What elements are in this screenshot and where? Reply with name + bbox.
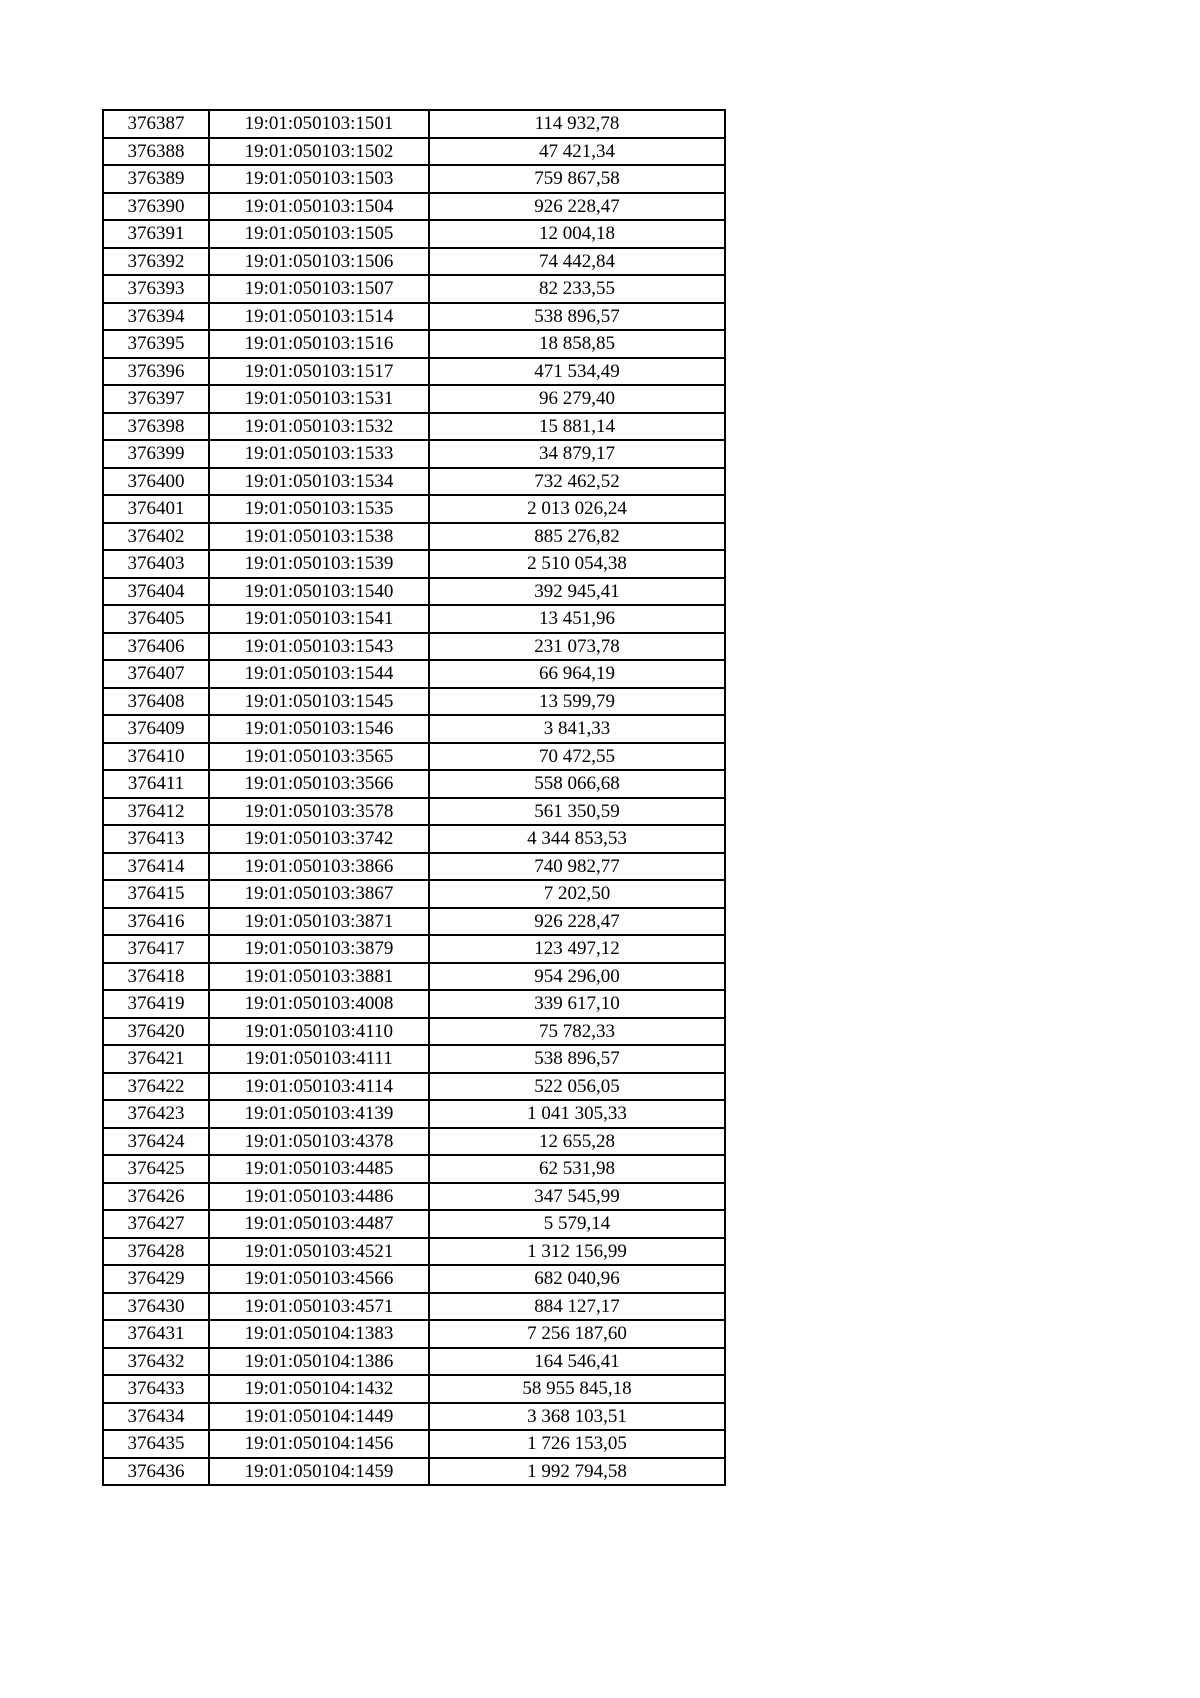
row-number-cell: 376387	[103, 110, 209, 138]
cadastral-value-cell: 70 472,55	[429, 743, 725, 771]
row-number-cell: 376429	[103, 1265, 209, 1293]
cadastral-number-cell: 19:01:050103:4485	[209, 1155, 429, 1183]
row-number-cell: 376398	[103, 413, 209, 441]
table-row	[103, 578, 725, 606]
cadastral-value-cell: 682 040,96	[429, 1265, 725, 1293]
table-row	[103, 935, 725, 963]
row-number-cell: 376420	[103, 1018, 209, 1046]
cadastral-value-cell: 12 004,18	[429, 220, 725, 248]
row-number-cell: 376424	[103, 1128, 209, 1156]
cadastral-number-cell: 19:01:050103:4378	[209, 1128, 429, 1156]
cadastral-value-cell: 2 510 054,38	[429, 550, 725, 578]
table-row	[103, 798, 725, 826]
cadastral-value-cell: 884 127,17	[429, 1293, 725, 1321]
cadastral-number-cell: 19:01:050103:1546	[209, 715, 429, 743]
cadastral-number-cell: 19:01:050103:4486	[209, 1183, 429, 1211]
cadastral-value-cell: 759 867,58	[429, 165, 725, 193]
cadastral-value-cell: 47 421,34	[429, 138, 725, 166]
cadastral-value-cell: 96 279,40	[429, 385, 725, 413]
table-row	[103, 715, 725, 743]
cadastral-value-cell: 926 228,47	[429, 193, 725, 221]
cadastral-value-cell: 561 350,59	[429, 798, 725, 826]
cadastral-number-cell: 19:01:050103:1516	[209, 330, 429, 358]
cadastral-number-cell: 19:01:050103:1501	[209, 110, 429, 138]
cadastral-value-cell: 75 782,33	[429, 1018, 725, 1046]
table-row	[103, 908, 725, 936]
cadastral-number-cell: 19:01:050104:1383	[209, 1320, 429, 1348]
table-row	[103, 1430, 725, 1458]
table-row	[103, 110, 725, 138]
row-number-cell: 376405	[103, 605, 209, 633]
cadastral-number-cell: 19:01:050103:1543	[209, 633, 429, 661]
row-number-cell: 376408	[103, 688, 209, 716]
table-row	[103, 963, 725, 991]
row-number-cell: 376416	[103, 908, 209, 936]
table-row	[103, 743, 725, 771]
table-row	[103, 1210, 725, 1238]
row-number-cell: 376434	[103, 1403, 209, 1431]
table-row	[103, 1128, 725, 1156]
cadastral-value-cell: 13 599,79	[429, 688, 725, 716]
table-row	[103, 660, 725, 688]
row-number-cell: 376409	[103, 715, 209, 743]
cadastral-value-cell: 732 462,52	[429, 468, 725, 496]
row-number-cell: 376435	[103, 1430, 209, 1458]
cadastral-number-cell: 19:01:050103:4111	[209, 1045, 429, 1073]
cadastral-value-cell: 2 013 026,24	[429, 495, 725, 523]
table-row	[103, 853, 725, 881]
cadastral-value-cell: 1 726 153,05	[429, 1430, 725, 1458]
table-row	[103, 688, 725, 716]
cadastral-number-cell: 19:01:050103:1533	[209, 440, 429, 468]
table-row	[103, 413, 725, 441]
row-number-cell: 376412	[103, 798, 209, 826]
cadastral-number-cell: 19:01:050104:1456	[209, 1430, 429, 1458]
row-number-cell: 376391	[103, 220, 209, 248]
row-number-cell: 376407	[103, 660, 209, 688]
row-number-cell: 376390	[103, 193, 209, 221]
cadastral-value-cell: 34 879,17	[429, 440, 725, 468]
row-number-cell: 376432	[103, 1348, 209, 1376]
cadastral-value-cell: 12 655,28	[429, 1128, 725, 1156]
cadastral-number-cell: 19:01:050103:1507	[209, 275, 429, 303]
table-row	[103, 1073, 725, 1101]
cadastral-value-cell: 18 858,85	[429, 330, 725, 358]
cadastral-number-cell: 19:01:050103:1531	[209, 385, 429, 413]
table-row	[103, 770, 725, 798]
cadastral-value-cell: 347 545,99	[429, 1183, 725, 1211]
table-row	[103, 303, 725, 331]
table-row	[103, 220, 725, 248]
row-number-cell: 376410	[103, 743, 209, 771]
table-row	[103, 825, 725, 853]
cadastral-value-cell: 114 932,78	[429, 110, 725, 138]
cadastral-number-cell: 19:01:050103:1538	[209, 523, 429, 551]
row-number-cell: 376393	[103, 275, 209, 303]
table-body	[103, 110, 725, 1485]
cadastral-number-cell: 19:01:050103:1540	[209, 578, 429, 606]
table-row	[103, 1293, 725, 1321]
cadastral-value-cell: 82 233,55	[429, 275, 725, 303]
cadastral-value-table	[102, 109, 726, 1486]
table-row	[103, 1238, 725, 1266]
cadastral-number-cell: 19:01:050104:1386	[209, 1348, 429, 1376]
row-number-cell: 376418	[103, 963, 209, 991]
cadastral-number-cell: 19:01:050103:3742	[209, 825, 429, 853]
cadastral-number-cell: 19:01:050103:1539	[209, 550, 429, 578]
cadastral-number-cell: 19:01:050103:1504	[209, 193, 429, 221]
cadastral-number-cell: 19:01:050103:1544	[209, 660, 429, 688]
cadastral-number-cell: 19:01:050103:1503	[209, 165, 429, 193]
cadastral-number-cell: 19:01:050103:3578	[209, 798, 429, 826]
cadastral-number-cell: 19:01:050103:4521	[209, 1238, 429, 1266]
cadastral-number-cell: 19:01:050103:3866	[209, 853, 429, 881]
table-row	[103, 1045, 725, 1073]
table-row	[103, 1100, 725, 1128]
row-number-cell: 376404	[103, 578, 209, 606]
cadastral-value-cell: 1 312 156,99	[429, 1238, 725, 1266]
cadastral-value-cell: 522 056,05	[429, 1073, 725, 1101]
cadastral-number-cell: 19:01:050103:1514	[209, 303, 429, 331]
row-number-cell: 376423	[103, 1100, 209, 1128]
table-row	[103, 880, 725, 908]
table-row	[103, 495, 725, 523]
table-row	[103, 1458, 725, 1486]
row-number-cell: 376426	[103, 1183, 209, 1211]
table-row	[103, 633, 725, 661]
cadastral-value-cell: 4 344 853,53	[429, 825, 725, 853]
cadastral-number-cell: 19:01:050103:3867	[209, 880, 429, 908]
cadastral-value-cell: 7 256 187,60	[429, 1320, 725, 1348]
cadastral-number-cell: 19:01:050103:1541	[209, 605, 429, 633]
row-number-cell: 376392	[103, 248, 209, 276]
cadastral-value-cell: 471 534,49	[429, 358, 725, 386]
cadastral-number-cell: 19:01:050103:3566	[209, 770, 429, 798]
cadastral-value-cell: 1 992 794,58	[429, 1458, 725, 1486]
cadastral-number-cell: 19:01:050103:1535	[209, 495, 429, 523]
cadastral-number-cell: 19:01:050103:4487	[209, 1210, 429, 1238]
table-row	[103, 358, 725, 386]
row-number-cell: 376389	[103, 165, 209, 193]
cadastral-value-cell: 1 041 305,33	[429, 1100, 725, 1128]
table-row	[103, 1403, 725, 1431]
cadastral-value-cell: 62 531,98	[429, 1155, 725, 1183]
cadastral-value-cell: 123 497,12	[429, 935, 725, 963]
row-number-cell: 376427	[103, 1210, 209, 1238]
row-number-cell: 376428	[103, 1238, 209, 1266]
cadastral-value-cell: 339 617,10	[429, 990, 725, 1018]
table-row	[103, 550, 725, 578]
cadastral-number-cell: 19:01:050104:1459	[209, 1458, 429, 1486]
cadastral-number-cell: 19:01:050103:1532	[209, 413, 429, 441]
table-row	[103, 468, 725, 496]
cadastral-value-cell: 392 945,41	[429, 578, 725, 606]
cadastral-number-cell: 19:01:050103:4139	[209, 1100, 429, 1128]
row-number-cell: 376413	[103, 825, 209, 853]
row-number-cell: 376431	[103, 1320, 209, 1348]
cadastral-number-cell: 19:01:050103:4114	[209, 1073, 429, 1101]
row-number-cell: 376402	[103, 523, 209, 551]
table-row	[103, 1265, 725, 1293]
row-number-cell: 376400	[103, 468, 209, 496]
table-row	[103, 1018, 725, 1046]
cadastral-value-cell: 740 982,77	[429, 853, 725, 881]
cadastral-value-cell: 3 841,33	[429, 715, 725, 743]
cadastral-number-cell: 19:01:050103:1517	[209, 358, 429, 386]
table-row	[103, 440, 725, 468]
table-row	[103, 248, 725, 276]
table-row	[103, 330, 725, 358]
cadastral-value-cell: 885 276,82	[429, 523, 725, 551]
row-number-cell: 376401	[103, 495, 209, 523]
cadastral-number-cell: 19:01:050103:3565	[209, 743, 429, 771]
row-number-cell: 376419	[103, 990, 209, 1018]
cadastral-value-cell: 558 066,68	[429, 770, 725, 798]
cadastral-number-cell: 19:01:050103:1505	[209, 220, 429, 248]
cadastral-number-cell: 19:01:050103:3879	[209, 935, 429, 963]
table-row	[103, 523, 725, 551]
cadastral-number-cell: 19:01:050104:1432	[209, 1375, 429, 1403]
cadastral-number-cell: 19:01:050103:4008	[209, 990, 429, 1018]
row-number-cell: 376422	[103, 1073, 209, 1101]
cadastral-number-cell: 19:01:050103:1506	[209, 248, 429, 276]
cadastral-number-cell: 19:01:050103:1534	[209, 468, 429, 496]
row-number-cell: 376417	[103, 935, 209, 963]
table-row	[103, 1183, 725, 1211]
row-number-cell: 376396	[103, 358, 209, 386]
row-number-cell: 376397	[103, 385, 209, 413]
row-number-cell: 376433	[103, 1375, 209, 1403]
table-row	[103, 193, 725, 221]
cadastral-value-cell: 7 202,50	[429, 880, 725, 908]
row-number-cell: 376403	[103, 550, 209, 578]
row-number-cell: 376421	[103, 1045, 209, 1073]
row-number-cell: 376415	[103, 880, 209, 908]
cadastral-value-cell: 926 228,47	[429, 908, 725, 936]
cadastral-value-cell: 5 579,14	[429, 1210, 725, 1238]
row-number-cell: 376436	[103, 1458, 209, 1486]
cadastral-value-cell: 58 955 845,18	[429, 1375, 725, 1403]
cadastral-value-cell: 538 896,57	[429, 303, 725, 331]
cadastral-value-cell: 3 368 103,51	[429, 1403, 725, 1431]
table-row	[103, 990, 725, 1018]
cadastral-value-cell: 164 546,41	[429, 1348, 725, 1376]
row-number-cell: 376394	[103, 303, 209, 331]
cadastral-number-cell: 19:01:050103:4566	[209, 1265, 429, 1293]
cadastral-value-cell: 74 442,84	[429, 248, 725, 276]
row-number-cell: 376411	[103, 770, 209, 798]
table-row	[103, 1375, 725, 1403]
table-row	[103, 1348, 725, 1376]
row-number-cell: 376395	[103, 330, 209, 358]
cadastral-number-cell: 19:01:050104:1449	[209, 1403, 429, 1431]
cadastral-number-cell: 19:01:050103:4571	[209, 1293, 429, 1321]
row-number-cell: 376430	[103, 1293, 209, 1321]
cadastral-value-cell: 15 881,14	[429, 413, 725, 441]
table-row	[103, 385, 725, 413]
cadastral-number-cell: 19:01:050103:3881	[209, 963, 429, 991]
row-number-cell: 376425	[103, 1155, 209, 1183]
cadastral-value-cell: 231 073,78	[429, 633, 725, 661]
table-row	[103, 605, 725, 633]
table-row	[103, 275, 725, 303]
row-number-cell: 376414	[103, 853, 209, 881]
cadastral-number-cell: 19:01:050103:1545	[209, 688, 429, 716]
table-row	[103, 1155, 725, 1183]
cadastral-number-cell: 19:01:050103:1502	[209, 138, 429, 166]
cadastral-value-cell: 538 896,57	[429, 1045, 725, 1073]
table-row	[103, 165, 725, 193]
table-row	[103, 1320, 725, 1348]
row-number-cell: 376406	[103, 633, 209, 661]
row-number-cell: 376388	[103, 138, 209, 166]
row-number-cell: 376399	[103, 440, 209, 468]
table-row	[103, 138, 725, 166]
cadastral-value-cell: 66 964,19	[429, 660, 725, 688]
cadastral-value-cell: 13 451,96	[429, 605, 725, 633]
cadastral-value-cell: 954 296,00	[429, 963, 725, 991]
cadastral-number-cell: 19:01:050103:4110	[209, 1018, 429, 1046]
cadastral-number-cell: 19:01:050103:3871	[209, 908, 429, 936]
